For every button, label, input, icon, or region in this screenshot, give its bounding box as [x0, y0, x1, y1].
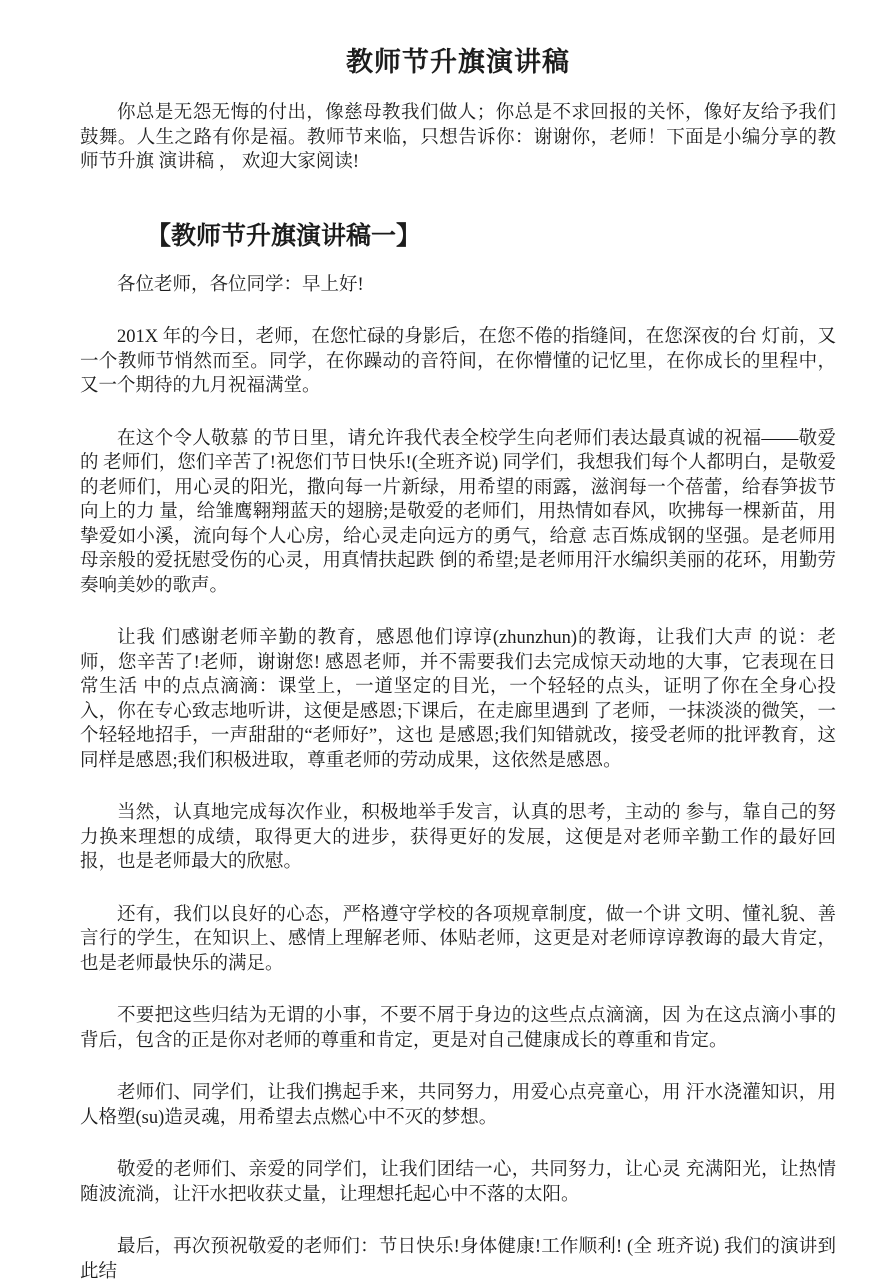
speech-paragraph-9-truncated: 最后，再次预祝敬爱的老师们：节日快乐!身体健康!工作顺利! (全 班齐说) 我们的演讲到此结 [80, 1237, 836, 1282]
section-heading: 【教师节升旗演讲稿一】 [146, 222, 422, 250]
intro-paragraph: 你总是无怨无悔的付出，像慈母教我们做人；你总是不求回报的关怀，像好友给予我们鼓舞。人生之路有你是福。教师节来临，只想告诉你：谢谢你，老师！下面是小编分享的教师节升旗 演讲稿 ， 欢迎大家阅读! [80, 103, 836, 172]
document-title: 教师节升旗演讲稿 [346, 47, 570, 77]
speech-paragraph-3: 让我 们感谢老师辛勤的教育，感恩他们谆谆(zhunzhun)的教诲，让我们大声 的说：老师，您辛苦了!老师，谢谢您! 感恩老师，并不需要我们去完成惊天动地的大事，它表现在日常生活 中的点点滴滴：课堂上，一道坚定的目光，一个轻轻的点头，证明了你在全身心投入，你在专心致志地听讲，这便是感恩;下课后，在走廊里遇到 了老师，一抹淡淡的微笑，一个轻轻地招手，一声甜甜的“老师好”，这也 是感恩;我们知错就改，接受老师的批评教育，这同样是感恩;我们积极进取，尊重老师的劳动成果，这依然是感恩。 [80, 628, 836, 771]
greeting-line: 各位老师，各位同学：早上好! [117, 274, 364, 295]
speech-paragraph-1: 201X 年的今日，老师，在您忙碌的身影后，在您不倦的指缝间，在您深夜的台 灯前，又一个教师节悄然而至。同学，在你躁动的音符间，在你懵懂的记忆里，在你成长的里程中，又一个期待的九月祝福满堂。 [80, 327, 836, 396]
speech-paragraph-8: 敬爱的老师们、亲爱的同学们，让我们团结一心，共同努力，让心灵 充满阳光，让热情随波流淌，让汗水把收获丈量，让理想托起心中不落的太阳。 [80, 1160, 836, 1205]
section-spacer [80, 203, 836, 219]
speech-paragraph-2: 在这个令人敬慕 的节日里，请允许我代表全校学生向老师们表达最真诚的祝福——敬爱的 老师们，您们辛苦了!祝您们节日快乐!(全班齐说) 同学们，我想我们每个人都明白，是敬爱的老师们，用心灵的阳光，撒向每一片新绿，用希望的雨露，滋润每一个蓓蕾，给春笋拔节向上的力 量，给雏鹰翱翔蓝天的翅膀;是敬爱的老师们，用热情如春风，吹拂每一棵新苗，用挚爱如小溪，流向每个人心房，给心灵走向远方的勇气，给意 志百炼成钢的坚强。是老师用母亲般的爱抚慰受伤的心灵，用真情扶起跌 倒的希望;是老师用汗水编织美丽的花环，用勤劳奏响美妙的歌声。 [80, 428, 836, 596]
speech-paragraph-4: 当然，认真地完成每次作业，积极地举手发言，认真的思考，主动的 参与，靠自己的努力换来理想的成绩，取得更大的进步，获得更好的发展，这便是对老师辛勤工作的最好回报，也是老师最大的欣慰。 [80, 803, 836, 872]
speech-paragraph-6: 不要把这些归结为无谓的小事，不要不屑于身边的这些点点滴滴，因 为在这点滴小事的背后，包含的正是你对老师的尊重和肯定，更是对自己健康成长的尊重和肯定。 [80, 1006, 836, 1051]
speech-paragraph-5: 还有，我们以良好的心态，严格遵守学校的各项规章制度，做一个讲 文明、懂礼貌、善言行的学生，在知识上、感情上理解老师、体贴老师，这更是对老师谆谆教诲的最大肯定，也是老师最快乐的满足。 [80, 904, 836, 974]
speech-paragraph-7: 老师们、同学们，让我们携起手来，共同努力，用爱心点亮童心，用 汗水浇灌知识，用人格塑(su)造灵魂，用希望去点燃心中不灭的梦想。 [80, 1083, 836, 1128]
